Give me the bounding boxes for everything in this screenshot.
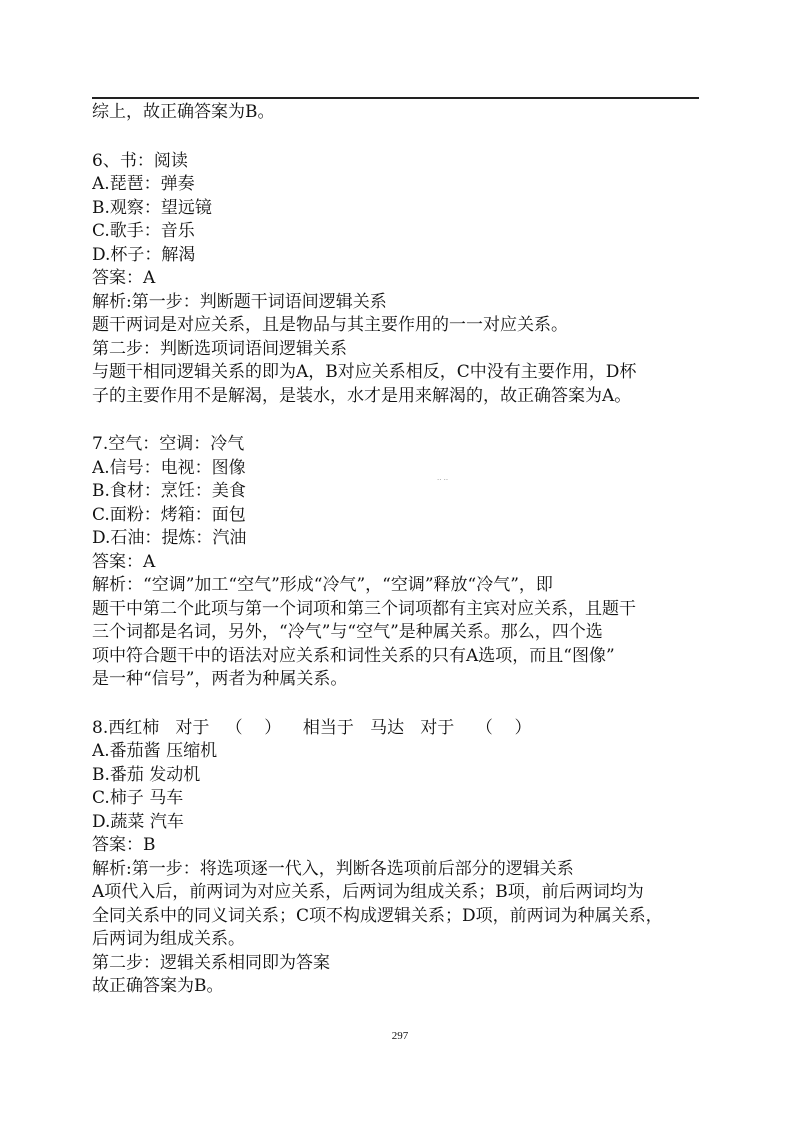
q8-answer: 答案：B: [92, 835, 156, 855]
q6-analysis-line: 题干两词是对应关系，且是物品与其主要作用的一一对应关系。: [92, 315, 568, 335]
q7-option-d: D.石油：提炼：汽油: [92, 528, 247, 548]
q8-analysis-line: A项代入后，前两词为对应关系，后两词为组成关系；B项，前后两词均为: [92, 882, 644, 902]
q7-stem: 7.空气：空调：冷气: [92, 434, 245, 454]
q6-option-d: D.杯子：解渴: [92, 244, 196, 265]
q6-option-a: A.琵琶：弹奏: [92, 174, 195, 194]
q6-option-c: C.歌手：音乐: [92, 221, 195, 241]
q7-answer: 答案：A: [92, 551, 156, 572]
q6-analysis-line: 与题干相同逻辑关系的即为A，B对应关系相反，C中没有主要作用，D杯: [92, 362, 637, 382]
q7-analysis-line: 三个词都是名词，另外，“冷气”与“空气”是种属关系。那么，四个选: [92, 622, 603, 642]
q7-analysis-line: 是一种“信号”，两者为种属关系。: [92, 669, 348, 689]
document-body: [92, 101, 702, 999]
q8-option-b: B.番茄 发动机: [92, 764, 201, 785]
spacer: [92, 692, 702, 717]
q8-analysis-line: 后两词为组成关系。: [92, 929, 245, 949]
q7-option-a: A.信号：电视：图像: [92, 457, 246, 478]
q6-option-b: B.观察：望远镜: [92, 197, 212, 218]
q8-analysis-line: 第二步：逻辑关系相同即为答案: [92, 952, 330, 973]
header-rule: [92, 97, 699, 99]
q8-option-a: A.番茄酱 压缩机: [92, 741, 218, 761]
scan-speck: ·· ··: [437, 476, 449, 484]
spacer: [92, 408, 702, 433]
q6-analysis-line: 解析:第一步：判断题干词语间逻辑关系: [92, 291, 387, 312]
q6-analysis-line: 子的主要作用不是解渴，是装水，水才是用来解渴的，故正确答案为A。: [92, 385, 632, 406]
spacer: [92, 125, 702, 150]
q8-analysis-line: 故正确答案为B。: [92, 976, 224, 996]
q7-analysis-line: 项中符合题干中的语法对应关系和词性关系的只有A选项，而且“图像”: [92, 645, 615, 666]
q7-analysis-line: 解析：“空调”加工“空气”形成“冷气”，“空调”释放“冷气”，即: [92, 575, 553, 595]
q8-analysis-line: 解析:第一步：将选项逐一代入，判断各选项前后部分的逻辑关系: [92, 858, 574, 879]
q8-option-d: D.蔬菜 汽车: [92, 811, 184, 832]
q6-analysis-line: 第二步：判断选项词语间逻辑关系: [92, 338, 347, 359]
q7-option-c: C.面粉：烤箱：面包: [92, 504, 246, 525]
q8-analysis-line: 全同关系中的同义词关系；C项不构成逻辑关系；D项，前两词为种属关系，: [92, 905, 663, 926]
q6-stem: 6、书：阅读: [92, 150, 188, 171]
page-number: 297: [391, 1030, 409, 1042]
q7-option-b: B.食材：烹饪：美食: [92, 481, 246, 501]
q8-stem: 8.西红柿 对于 （ ） 相当于 马达 对于 （ ）: [92, 717, 532, 738]
q8-option-c: C.柿子 马车: [92, 788, 184, 808]
q6-answer: 答案：A: [92, 268, 156, 288]
previous-conclusion: 综上，故正确答案为B。: [92, 102, 275, 122]
q7-analysis-line: 题干中第二个此项与第一个词项和第三个词项都有主宾对应关系，且题干: [92, 598, 636, 619]
